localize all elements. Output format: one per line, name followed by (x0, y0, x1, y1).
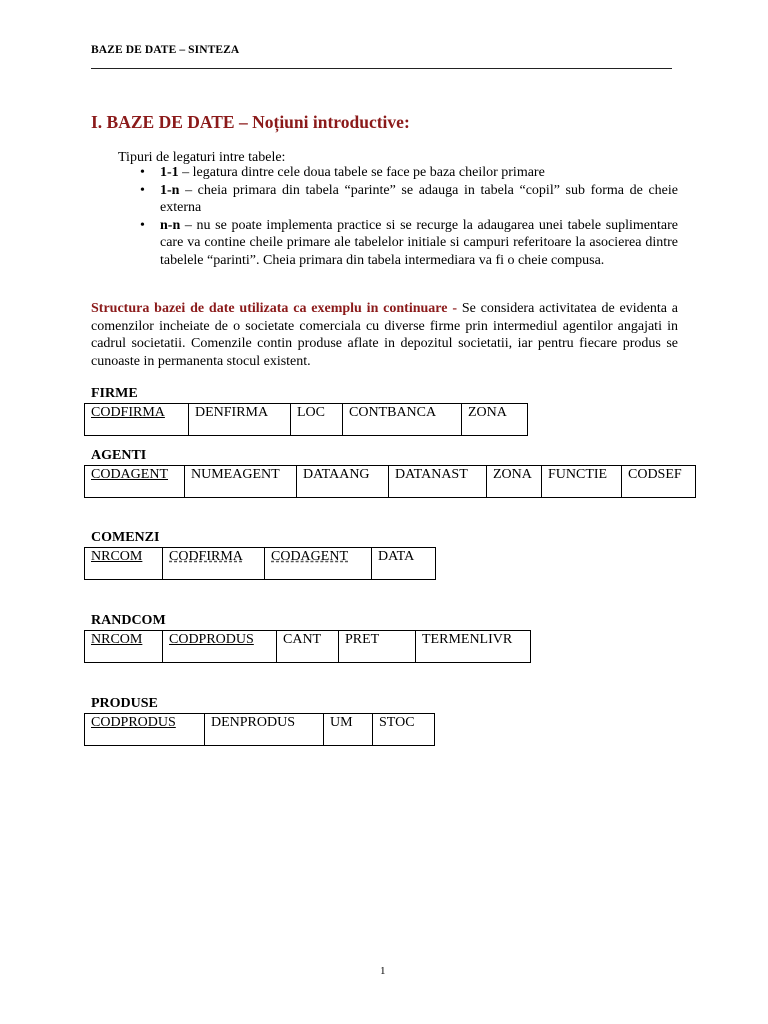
field-cell: CODPRODUS (85, 714, 205, 746)
list-item (160, 182, 678, 217)
field-cell: ZONA (487, 466, 542, 498)
field-cell: TERMENLIVR (416, 631, 531, 663)
table-firme (84, 403, 528, 436)
field-cell: CANT (277, 631, 339, 663)
structure-text: Se considera activitatea de evidenta a comenzilor incheiate de o societate comerciala cu diverse firme prin intermediul agentilor angajati in cadrul societatii. Comenzile contin produse aflate in depozitul societatii, iar pentru fiecare produs se cunoaste in permanenta stocul existent. (91, 301, 678, 369)
page-header-title: BAZE DE DATE – SINTEZA (91, 44, 240, 56)
field-cell: CODSEF (622, 466, 696, 498)
field-cell: DATANAST (389, 466, 487, 498)
list-item (160, 217, 678, 270)
field-cell: DATAANG (297, 466, 389, 498)
field-cell: DENFIRMA (189, 404, 291, 436)
table-row (85, 548, 436, 580)
relation-term: 1-1 (160, 165, 179, 180)
field-cell: NUMEAGENT (185, 466, 297, 498)
structure-heading: Structura bazei de date utilizata ca exemplu in continuare - (91, 301, 457, 316)
field-cell: CODAGENT (265, 548, 372, 580)
table-label-comenzi: COMENZI (91, 530, 160, 545)
table-agenti (84, 465, 696, 498)
field-cell: DATA (372, 548, 436, 580)
relation-types-list (160, 164, 678, 270)
field-cell: CODAGENT (85, 466, 185, 498)
field-cell: CODFIRMA (163, 548, 265, 580)
table-label-firme: FIRME (91, 386, 138, 401)
page-number: 1 (380, 965, 386, 977)
section-heading: I. BAZE DE DATE – Noțiuni introductive: (91, 112, 410, 132)
table-row (85, 404, 528, 436)
field-cell: NRCOM (85, 548, 163, 580)
table-row (85, 631, 531, 663)
table-label-agenti: AGENTI (91, 448, 147, 463)
table-randcom (84, 630, 531, 663)
field-cell: STOC (373, 714, 435, 746)
relation-desc: – cheia primara din tabela “parinte” se adauga in tabela “copil” sub forma de cheie externa (160, 182, 678, 216)
relation-desc: – nu se poate implementa practice si se recurge la adaugarea unei tabele suplimentare care va contine cheile primare ale tabelelor initiale si campuri referitoare la asocierea dintre tabelele “parinti”. Cheia primara din tabela intermediara va fi o cheie compusa. (160, 217, 678, 268)
field-cell: NRCOM (85, 631, 163, 663)
table-row (85, 714, 435, 746)
table-row (85, 466, 696, 498)
structure-paragraph (91, 300, 678, 370)
table-label-produse: PRODUSE (91, 696, 158, 711)
field-cell: DENPRODUS (205, 714, 324, 746)
intro-text: Tipuri de legaturi intre tabele: (118, 150, 286, 165)
field-cell: CONTBANCA (343, 404, 462, 436)
field-cell: CODFIRMA (85, 404, 189, 436)
field-cell: LOC (291, 404, 343, 436)
field-cell: PRET (339, 631, 416, 663)
table-produse (84, 713, 435, 746)
field-cell: CODPRODUS (163, 631, 277, 663)
relation-term: 1-n (160, 182, 180, 198)
relation-desc: – legatura dintre cele doua tabele se face pe baza cheilor primare (178, 165, 545, 180)
table-comenzi (84, 547, 436, 580)
field-cell: ZONA (462, 404, 528, 436)
list-item (160, 164, 678, 182)
field-cell: UM (324, 714, 373, 746)
field-cell: FUNCTIE (542, 466, 622, 498)
table-label-randcom: RANDCOM (91, 613, 166, 628)
header-divider (91, 68, 672, 69)
relation-term: n-n (160, 217, 181, 233)
